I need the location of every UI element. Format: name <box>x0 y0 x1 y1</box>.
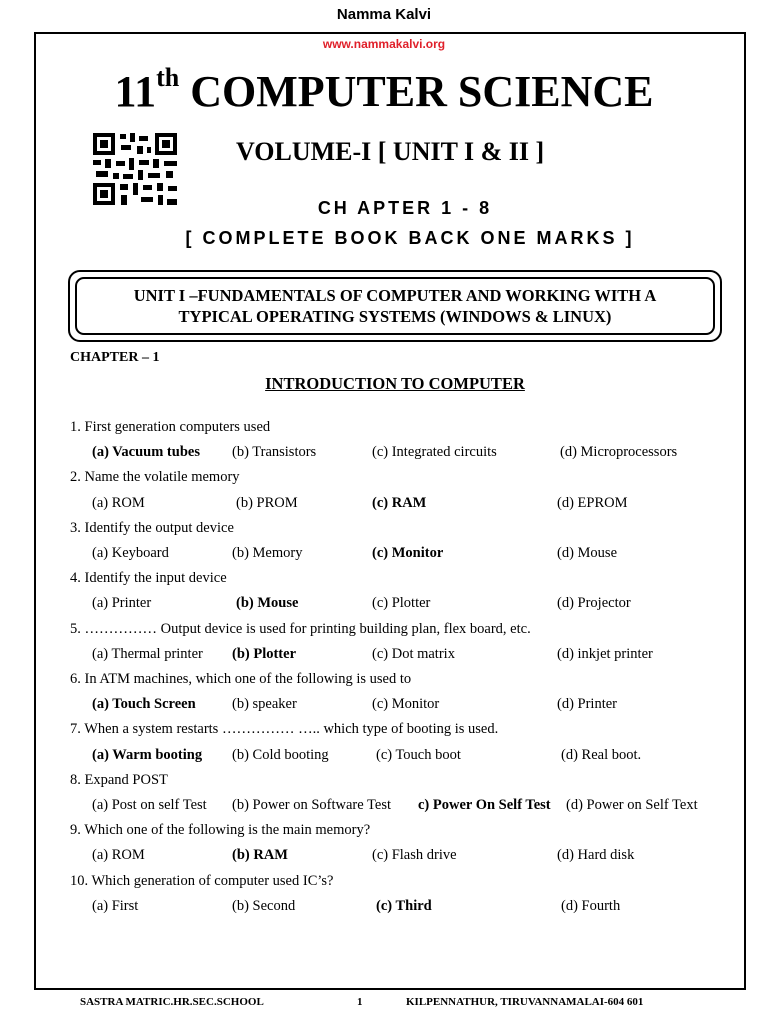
answer-option: (a) First <box>92 897 139 914</box>
question-item <box>70 670 750 720</box>
question-item <box>70 872 750 922</box>
answer-options <box>70 443 750 468</box>
page-number: 1 <box>357 996 363 1008</box>
unit-title: UNIT I –FUNDAMENTALS OF COMPUTER AND WORKING WITH A TYPICAL OPERATING SYSTEMS (WINDOWS & LINUX) <box>75 277 715 335</box>
answer-option: (d) Hard disk <box>557 847 635 864</box>
volume-title: VOLUME-I [ UNIT I & II ] <box>236 137 545 166</box>
chapter-range: CH APTER 1 - 8 <box>317 198 493 218</box>
question-item <box>70 821 750 871</box>
answer-option: (b) Memory <box>232 544 303 561</box>
answer-options <box>70 746 750 771</box>
question-text: 5. …………… Output device is used for printing building plan, flex board, etc. <box>70 620 531 637</box>
answer-option: (d) Real boot. <box>561 746 642 763</box>
answer-option: (a) Post on self Test <box>92 796 207 813</box>
answer-options <box>70 594 750 619</box>
question-text: 6. In ATM machines, which one of the following is used to <box>70 670 412 687</box>
answer-option: (b) Power on Software Test <box>232 796 391 813</box>
answer-option: (d) Projector <box>557 595 631 612</box>
answer-option: (a) Keyboard <box>92 544 169 561</box>
answer-options <box>70 494 750 519</box>
question-text: 1. First generation computers used <box>70 419 271 435</box>
answer-options <box>70 695 750 720</box>
question-text: 7. When a system restarts …………… ….. which type of booting is used. <box>70 721 499 738</box>
subtitle: [ COMPLETE BOOK BACK ONE MARKS ] <box>185 228 635 248</box>
qr-code-icon <box>93 133 177 205</box>
question-text: 8. Expand POST <box>70 771 168 788</box>
question-item <box>70 418 750 468</box>
answer-option: (c) Touch boot <box>376 746 461 763</box>
answer-option: (b) Cold booting <box>232 746 329 763</box>
question-text: 3. Identify the output device <box>70 519 234 536</box>
grade-number: 11 <box>114 67 157 116</box>
unit-box <box>68 270 722 342</box>
site-name: Namma Kalvi <box>336 6 432 23</box>
question-item <box>70 771 750 821</box>
question-item <box>70 569 750 619</box>
answer-option: (b) Transistors <box>232 444 317 461</box>
answer-option: (d) inkjet printer <box>557 645 653 662</box>
correct-answer-option: c) Power On Self Test <box>418 796 551 813</box>
correct-answer-option: (a) Touch Screen <box>92 696 196 713</box>
answer-option: (c) Flash drive <box>372 847 457 864</box>
answer-option: (d) Power on Self Text <box>566 796 698 813</box>
question-list <box>70 418 750 922</box>
correct-answer-option: (c) Monitor <box>372 544 444 561</box>
question-item <box>70 468 750 518</box>
main-title <box>0 63 768 118</box>
answer-option: (b) speaker <box>232 696 297 713</box>
answer-option: (d) Microprocessors <box>560 444 678 461</box>
chapter-title: INTRODUCTION TO COMPUTER <box>265 374 525 393</box>
answer-option: (d) Mouse <box>557 544 618 561</box>
answer-option: (c) Integrated circuits <box>372 444 497 461</box>
answer-option: (a) ROM <box>92 847 145 864</box>
answer-option: (c) Monitor <box>372 696 440 713</box>
answer-options <box>70 846 750 871</box>
question-item <box>70 720 750 770</box>
answer-option: (d) Fourth <box>561 897 621 914</box>
answer-option: (b) PROM <box>236 494 298 511</box>
answer-option: (a) ROM <box>92 494 145 511</box>
correct-answer-option: (b) RAM <box>232 847 288 864</box>
site-url[interactable]: www.nammakalvi.org <box>322 37 446 51</box>
footer-school: SASTRA MATRIC.HR.SEC.SCHOOL <box>80 996 264 1008</box>
answer-options <box>70 645 750 670</box>
answer-options <box>70 796 750 821</box>
question-text: 10. Which generation of computer used IC’s? <box>70 872 334 889</box>
answer-option: (c) Dot matrix <box>372 645 455 662</box>
correct-answer-option: (c) RAM <box>372 494 427 511</box>
correct-answer-option: (b) Mouse <box>236 595 299 612</box>
footer-address: KILPENNATHUR, TIRUVANNAMALAI-604 601 <box>406 996 644 1008</box>
answer-options <box>70 544 750 569</box>
correct-answer-option: (a) Vacuum tubes <box>92 444 200 461</box>
correct-answer-option: (a) Warm booting <box>92 746 203 763</box>
answer-option: (c) Plotter <box>372 595 431 612</box>
answer-option: (a) Printer <box>92 595 152 612</box>
answer-options <box>70 897 750 922</box>
answer-option: (d) Printer <box>557 696 617 713</box>
question-item <box>70 519 750 569</box>
question-text: 4. Identify the input device <box>70 570 227 587</box>
answer-option: (b) Second <box>232 897 296 914</box>
footer <box>0 996 768 1012</box>
correct-answer-option: (b) Plotter <box>232 645 297 662</box>
correct-answer-option: (c) Third <box>376 897 432 914</box>
question-item <box>70 620 750 670</box>
answer-option: (a) Thermal printer <box>92 645 203 662</box>
question-text: 2. Name the volatile memory <box>70 469 240 486</box>
subject-title: COMPUTER SCIENCE <box>190 67 654 116</box>
answer-option: (d) EPROM <box>557 494 628 511</box>
question-text: 9. Which one of the following is the main memory? <box>70 822 371 839</box>
grade-suffix: th <box>156 63 180 92</box>
chapter-label: CHAPTER – 1 <box>70 350 160 365</box>
